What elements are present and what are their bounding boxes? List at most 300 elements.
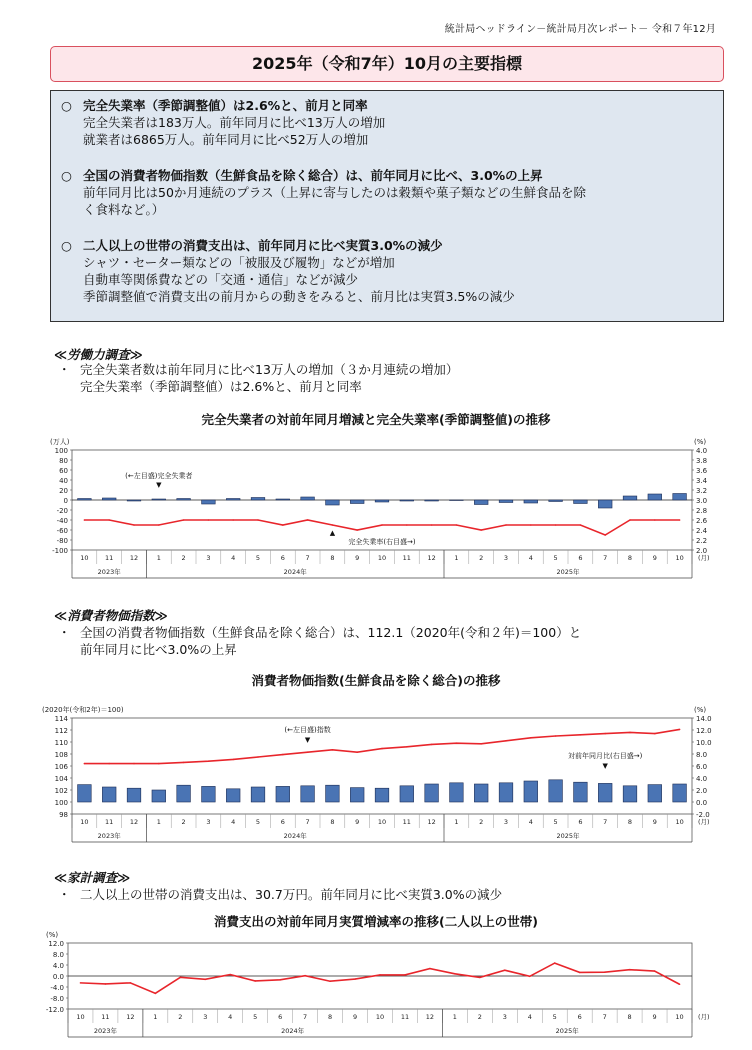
line-point bbox=[183, 519, 185, 521]
line-point bbox=[604, 733, 606, 735]
household-chart-title: 消費支出の対前年同月実質増減率の推移(二人以上の世帯) bbox=[214, 914, 538, 929]
data-bar bbox=[226, 789, 240, 802]
year-label: 2023年 bbox=[97, 568, 121, 576]
arrow-down-icon: ▼ bbox=[156, 481, 162, 489]
data-bar bbox=[251, 787, 265, 802]
data-bar bbox=[673, 494, 687, 501]
bullet-text: 完全失業率（季節調整値）は2.6%と、前月と同率 bbox=[80, 379, 362, 394]
line-point bbox=[232, 519, 234, 521]
line-point bbox=[257, 519, 259, 521]
cpi-section-title: ≪消費者物価指数≫ bbox=[54, 608, 168, 623]
data-bar bbox=[648, 785, 662, 802]
line-point bbox=[679, 729, 681, 731]
labor-chart bbox=[0, 428, 752, 588]
y-left-tick-label: -40 bbox=[56, 517, 68, 525]
y-left-tick-label: 98 bbox=[59, 811, 68, 819]
summary-line: 完全失業者は183万人。前年同月に比べ13万人の増加 bbox=[83, 115, 386, 130]
line-point bbox=[130, 982, 132, 984]
line-point bbox=[580, 524, 582, 526]
x-tick-label: 10 bbox=[675, 818, 684, 826]
year-label: 2023年 bbox=[93, 1027, 117, 1035]
x-tick-label: 8 bbox=[627, 1013, 632, 1021]
line-point bbox=[480, 529, 482, 531]
data-bar bbox=[549, 780, 563, 802]
line-point bbox=[431, 524, 433, 526]
y-left-tick-label: 8.0 bbox=[52, 951, 64, 959]
y-right-tick-label: 10.0 bbox=[696, 739, 712, 747]
line-point bbox=[429, 968, 431, 970]
summary-head: 完全失業率（季節調整値）は2.6%と、前月と同率 bbox=[83, 98, 368, 113]
line-point bbox=[480, 743, 482, 745]
household-section-title: ≪家計調査≫ bbox=[54, 870, 131, 885]
line-point bbox=[279, 979, 281, 981]
x-tick-label: 3 bbox=[203, 1013, 208, 1021]
x-tick-label: 1 bbox=[153, 1013, 158, 1021]
y-left-tick-label: 104 bbox=[54, 775, 68, 783]
data-bar bbox=[127, 500, 141, 501]
y-left-tick-label: 110 bbox=[54, 739, 68, 747]
y-right-tick-label: 3.8 bbox=[696, 457, 708, 465]
line-point bbox=[406, 746, 408, 748]
y-right-tick-label: 8.0 bbox=[696, 751, 708, 759]
line-point bbox=[456, 524, 458, 526]
summary-item-household bbox=[61, 237, 713, 305]
x-tick-label: 2 bbox=[479, 554, 484, 562]
x-tick-label: 7 bbox=[602, 1013, 607, 1021]
data-bar bbox=[598, 500, 612, 508]
y-right-tick-label: 3.6 bbox=[696, 467, 708, 475]
line-point bbox=[379, 974, 381, 976]
y-right-tick-label: 3.4 bbox=[696, 477, 708, 485]
line-point bbox=[554, 962, 556, 964]
year-label: 2025年 bbox=[556, 568, 580, 576]
data-bar bbox=[474, 500, 488, 505]
labor-section-title: ≪労働力調査≫ bbox=[54, 347, 143, 362]
line-point bbox=[158, 763, 160, 765]
series-line bbox=[80, 963, 679, 993]
summary-head: 全国の消費者物価指数（生鮮食品を除く総合）は、前年同月に比べ、3.0%の上昇 bbox=[83, 168, 543, 183]
line-point bbox=[579, 972, 581, 974]
arrow-down-icon: ▼ bbox=[304, 736, 311, 744]
line-point bbox=[654, 733, 656, 735]
summary-line: シャツ・セーター類などの「被服及び履物」などが増加 bbox=[83, 255, 395, 270]
data-bar bbox=[102, 787, 116, 802]
y-right-tick-label: 3.0 bbox=[696, 497, 708, 505]
data-bar bbox=[326, 500, 340, 505]
data-bar bbox=[673, 784, 687, 802]
y-left-tick-label: 60 bbox=[59, 467, 68, 475]
line-point bbox=[84, 519, 86, 521]
x-unit-label: (月) bbox=[698, 1013, 710, 1021]
line-point bbox=[404, 974, 406, 976]
data-bar bbox=[202, 500, 216, 504]
x-tick-label: 11 bbox=[101, 1013, 110, 1021]
data-bar bbox=[78, 785, 92, 802]
line-point bbox=[84, 763, 86, 765]
year-label: 2025年 bbox=[556, 832, 580, 840]
x-tick-label: 7 bbox=[305, 818, 310, 826]
x-tick-label: 10 bbox=[377, 818, 387, 826]
arrow-up-icon: ▲ bbox=[329, 529, 336, 537]
circle-bullet-icon: ○ bbox=[61, 238, 72, 253]
dot-bullet-icon: ・ bbox=[58, 887, 71, 902]
line-point bbox=[479, 977, 481, 979]
x-tick-label: 11 bbox=[402, 818, 411, 826]
x-tick-label: 12 bbox=[129, 554, 139, 562]
summary-item-labor bbox=[61, 97, 713, 148]
x-tick-label: 8 bbox=[330, 554, 335, 562]
series-line bbox=[84, 520, 679, 535]
x-tick-label: 4 bbox=[231, 818, 236, 826]
data-bar bbox=[425, 500, 439, 501]
line-point bbox=[356, 751, 358, 753]
x-tick-label: 10 bbox=[675, 1013, 684, 1021]
line-point bbox=[282, 524, 284, 526]
data-bar bbox=[326, 785, 340, 802]
y-left-tick-label: 80 bbox=[59, 457, 68, 465]
y-right-tick-label: 12.0 bbox=[696, 727, 712, 735]
line-point bbox=[208, 760, 210, 762]
main-title: 2025年（令和7年）10月の主要指標 bbox=[50, 46, 724, 82]
line-point bbox=[381, 748, 383, 750]
summary-item-cpi bbox=[61, 167, 713, 218]
x-tick-label: 8 bbox=[627, 818, 633, 826]
x-tick-label: 6 bbox=[280, 554, 285, 562]
summary-line: 前年同月比は50か月連続のプラス（上昇に寄与したのは穀類や菓子類などの生鮮食品を除 bbox=[83, 185, 587, 200]
data-bar bbox=[251, 498, 265, 501]
line-point bbox=[208, 519, 210, 521]
x-tick-label: 8 bbox=[328, 1013, 333, 1021]
y-right-unit: (%) bbox=[694, 438, 707, 446]
y-left-tick-label: -100 bbox=[52, 547, 68, 555]
line-point bbox=[530, 524, 532, 526]
summary-line: 自動車等関係費などの「交通・通信」などが減少 bbox=[83, 272, 359, 287]
line-point bbox=[108, 519, 110, 521]
summary-line: く食料など。） bbox=[83, 202, 165, 217]
line-point bbox=[108, 763, 110, 765]
y-left-tick-label: 100 bbox=[54, 799, 68, 807]
data-bar bbox=[425, 784, 439, 802]
line-point bbox=[158, 524, 160, 526]
year-label: 2024年 bbox=[283, 832, 307, 840]
data-bar bbox=[623, 786, 637, 802]
circle-bullet-icon: ○ bbox=[61, 98, 72, 113]
x-tick-label: 2 bbox=[181, 554, 186, 562]
y-left-tick-label: 12.0 bbox=[48, 940, 64, 948]
household-bullet bbox=[58, 886, 502, 903]
x-tick-label: 10 bbox=[377, 554, 387, 562]
line-point bbox=[332, 524, 334, 526]
line-point bbox=[80, 982, 82, 984]
data-bar bbox=[152, 499, 166, 500]
y-right-tick-label: 0.0 bbox=[696, 799, 708, 807]
base-note: (2020年(令和2年)＝100) bbox=[42, 706, 124, 714]
data-bar bbox=[400, 500, 414, 501]
x-tick-label: 12 bbox=[425, 1013, 435, 1021]
x-tick-label: 4 bbox=[527, 1013, 532, 1021]
x-tick-label: 5 bbox=[553, 818, 558, 826]
x-tick-label: 9 bbox=[352, 1013, 358, 1021]
line-point bbox=[105, 983, 107, 985]
line-point bbox=[204, 979, 206, 981]
bullet-text: 完全失業者数は前年同月に比べ13万人の増加（３か月連続の増加） bbox=[80, 362, 459, 377]
cpi-bullet bbox=[58, 624, 581, 658]
y-left-tick-label: 40 bbox=[59, 477, 68, 485]
line-point bbox=[307, 519, 309, 521]
y-right-tick-label: 2.0 bbox=[696, 547, 708, 555]
line-series-label: 完全失業率(右目盛→) bbox=[348, 538, 416, 546]
year-label: 2025年 bbox=[555, 1027, 579, 1035]
y-right-tick-label: 2.2 bbox=[696, 537, 708, 545]
year-label: 2024年 bbox=[281, 1027, 305, 1035]
x-tick-label: 6 bbox=[577, 1013, 582, 1021]
dot-bullet-icon: ・ bbox=[58, 625, 71, 640]
x-tick-label: 11 bbox=[402, 554, 411, 562]
line-point bbox=[254, 980, 256, 982]
y-left-tick-label: 0 bbox=[63, 497, 68, 505]
line-point bbox=[679, 519, 681, 521]
labor-chart-title: 完全失業者の対前年同月増減と完全失業率(季節調整値)の推移 bbox=[201, 412, 551, 427]
line-point bbox=[456, 742, 458, 744]
x-tick-label: 12 bbox=[129, 818, 139, 826]
x-tick-label: 11 bbox=[400, 1013, 410, 1021]
line-point bbox=[629, 969, 631, 971]
data-bar bbox=[78, 499, 92, 501]
x-tick-label: 1 bbox=[452, 1013, 457, 1021]
x-tick-label: 5 bbox=[253, 1013, 258, 1021]
y-right-tick-label: 2.4 bbox=[696, 527, 708, 535]
summary-head: 二人以上の世帯の消費支出は、前年同月に比べ実質3.0%の減少 bbox=[83, 238, 443, 253]
dot-bullet-icon: ・ bbox=[58, 362, 71, 377]
data-bar bbox=[450, 783, 464, 802]
summary-box bbox=[50, 90, 724, 322]
arrow-down-icon: ▼ bbox=[602, 762, 608, 770]
line-point bbox=[356, 529, 358, 531]
x-tick-label: 3 bbox=[503, 554, 509, 562]
x-tick-label: 3 bbox=[206, 818, 211, 826]
data-bar bbox=[350, 500, 364, 504]
year-label: 2024年 bbox=[283, 568, 307, 576]
labor-bullet bbox=[58, 361, 458, 395]
data-bar bbox=[474, 784, 488, 802]
line-point bbox=[529, 975, 531, 977]
x-tick-label: 4 bbox=[228, 1013, 233, 1021]
data-bar bbox=[499, 500, 513, 503]
line-point bbox=[257, 756, 259, 758]
x-tick-label: 1 bbox=[454, 818, 459, 826]
x-tick-label: 7 bbox=[603, 554, 608, 562]
y-right-tick-label: 2.6 bbox=[696, 517, 708, 525]
y-left-tick-label: 4.0 bbox=[52, 962, 64, 970]
line-point bbox=[604, 971, 606, 973]
y-left-tick-label: 114 bbox=[54, 715, 68, 723]
line-point bbox=[505, 740, 507, 742]
x-tick-label: 1 bbox=[454, 554, 459, 562]
x-tick-label: 9 bbox=[652, 818, 657, 826]
x-tick-label: 2 bbox=[178, 1013, 183, 1021]
y-right-tick-label: 14.0 bbox=[696, 715, 712, 723]
x-tick-label: 4 bbox=[528, 818, 533, 826]
line-point bbox=[133, 524, 135, 526]
x-tick-label: 5 bbox=[255, 818, 261, 826]
x-tick-label: 11 bbox=[105, 554, 114, 562]
x-tick-label: 8 bbox=[627, 554, 633, 562]
y-left-tick-label: -8.0 bbox=[50, 995, 64, 1003]
line-point bbox=[329, 980, 331, 982]
line-point bbox=[183, 762, 185, 764]
x-tick-label: 8 bbox=[330, 818, 335, 826]
data-bar bbox=[102, 498, 116, 500]
data-bar bbox=[450, 500, 464, 501]
line-point bbox=[354, 978, 356, 980]
x-tick-label: 3 bbox=[206, 554, 211, 562]
report-header: 統計局ヘッドライン－統計局月次レポート－ 令和７年12月 bbox=[444, 24, 716, 35]
line-point bbox=[229, 974, 231, 976]
x-tick-label: 7 bbox=[303, 1013, 308, 1021]
x-unit-label: (月) bbox=[698, 554, 710, 562]
x-tick-label: 5 bbox=[552, 1013, 557, 1021]
bullet-text: 前年同月に比べ3.0%の上昇 bbox=[80, 642, 237, 657]
year-label: 2023年 bbox=[97, 832, 121, 840]
line-point bbox=[629, 519, 631, 521]
x-tick-label: 12 bbox=[427, 554, 436, 562]
y-left-tick-label: 108 bbox=[54, 751, 68, 759]
x-tick-label: 10 bbox=[80, 818, 89, 826]
data-bar bbox=[524, 781, 538, 802]
data-bar bbox=[375, 788, 389, 802]
line-point bbox=[530, 737, 532, 739]
cpi-chart-title: 消費者物価指数(生鮮食品を除く総合)の推移 bbox=[251, 673, 501, 688]
line-point bbox=[629, 732, 631, 734]
x-tick-label: 7 bbox=[603, 818, 608, 826]
data-bar bbox=[226, 499, 240, 501]
x-tick-label: 10 bbox=[80, 554, 89, 562]
x-tick-label: 9 bbox=[652, 554, 657, 562]
y-left-tick-label: -20 bbox=[56, 507, 68, 515]
summary-line: 季節調整値で消費支出の前月からの動きをみると、前月比は実質3.5%の減少 bbox=[83, 289, 515, 304]
data-bar bbox=[276, 499, 290, 500]
line-point bbox=[307, 751, 309, 753]
x-tick-label: 5 bbox=[255, 554, 261, 562]
cpi-chart bbox=[0, 690, 752, 840]
line-point bbox=[654, 519, 656, 521]
x-tick-label: 11 bbox=[105, 818, 114, 826]
line-point bbox=[505, 524, 507, 526]
x-tick-label: 9 bbox=[355, 554, 360, 562]
x-tick-label: 7 bbox=[305, 554, 310, 562]
y-left-tick-label: -12.0 bbox=[45, 1006, 64, 1014]
y-left-tick-label: 20 bbox=[59, 487, 68, 495]
y-left-tick-label: 112 bbox=[54, 727, 68, 735]
line-point bbox=[654, 970, 656, 972]
line-point bbox=[431, 744, 433, 746]
x-tick-label: 2 bbox=[477, 1013, 482, 1021]
data-bar bbox=[127, 788, 141, 802]
y-left-tick-label: -80 bbox=[56, 537, 68, 545]
x-tick-label: 10 bbox=[375, 1013, 385, 1021]
y-left-unit: (万人) bbox=[50, 438, 70, 446]
data-bar bbox=[574, 782, 588, 802]
x-unit-label: (月) bbox=[698, 818, 710, 826]
x-tick-label: 1 bbox=[156, 554, 161, 562]
data-bar bbox=[177, 499, 191, 501]
bullet-text: 二人以上の世帯の消費支出は、30.7万円。前年同月に比べ実質3.0%の減少 bbox=[80, 887, 503, 902]
summary-line: 就業者は6865万人。前年同月に比べ52万人の増加 bbox=[83, 132, 369, 147]
y-left-unit: (%) bbox=[46, 931, 59, 939]
line-point bbox=[679, 983, 681, 985]
x-tick-label: 5 bbox=[553, 554, 558, 562]
x-tick-label: 3 bbox=[502, 1013, 507, 1021]
data-bar bbox=[301, 786, 315, 802]
line-point bbox=[604, 534, 606, 536]
y-left-tick-label: -4.0 bbox=[50, 984, 64, 992]
line-point bbox=[454, 973, 456, 975]
line-point bbox=[504, 969, 506, 971]
x-tick-label: 12 bbox=[126, 1013, 135, 1021]
line-point bbox=[232, 759, 234, 761]
y-right-tick-label: 6.0 bbox=[696, 763, 708, 771]
line-point bbox=[133, 763, 135, 765]
line-point bbox=[580, 734, 582, 736]
data-bar bbox=[524, 500, 538, 503]
data-bar bbox=[152, 790, 166, 802]
x-tick-label: 6 bbox=[578, 818, 583, 826]
x-tick-label: 10 bbox=[675, 554, 684, 562]
x-tick-label: 9 bbox=[355, 818, 360, 826]
circle-bullet-icon: ○ bbox=[61, 168, 72, 183]
y-right-tick-label: 4.0 bbox=[696, 775, 708, 783]
x-tick-label: 6 bbox=[578, 554, 583, 562]
x-tick-label: 9 bbox=[652, 1013, 657, 1021]
y-left-tick-label: 106 bbox=[54, 763, 68, 771]
y-left-tick-label: 0.0 bbox=[52, 973, 64, 981]
line-point bbox=[180, 977, 182, 979]
y-left-tick-label: 102 bbox=[54, 787, 68, 795]
x-tick-label: 4 bbox=[231, 554, 236, 562]
line-point bbox=[304, 975, 306, 977]
x-tick-label: 2 bbox=[479, 818, 484, 826]
line-point bbox=[555, 735, 557, 737]
line-point bbox=[555, 524, 557, 526]
y-right-tick-label: 2.8 bbox=[696, 507, 708, 515]
bar-series-label: (←左目盛)完全失業者 bbox=[125, 472, 193, 480]
x-tick-label: 2 bbox=[181, 818, 186, 826]
data-bar bbox=[375, 500, 389, 502]
data-bar bbox=[648, 494, 662, 500]
x-tick-label: 1 bbox=[156, 818, 161, 826]
y-right-tick-label: 4.0 bbox=[696, 447, 708, 455]
data-bar bbox=[301, 497, 315, 500]
data-bar bbox=[276, 786, 290, 802]
line-point bbox=[282, 754, 284, 756]
data-bar bbox=[177, 785, 191, 802]
x-tick-label: 6 bbox=[278, 1013, 283, 1021]
line-point bbox=[332, 749, 334, 751]
data-bar bbox=[623, 496, 637, 500]
line-series-label: (←左目盛)指数 bbox=[284, 726, 331, 734]
x-tick-label: 10 bbox=[76, 1013, 85, 1021]
data-bar bbox=[202, 786, 216, 802]
data-bar bbox=[549, 500, 563, 502]
y-left-tick-label: 100 bbox=[54, 447, 68, 455]
data-bar bbox=[499, 783, 513, 802]
data-bar bbox=[400, 786, 414, 802]
data-bar bbox=[598, 783, 612, 802]
y-right-tick-label: 2.0 bbox=[696, 787, 708, 795]
bar-series-label: 対前年同月比(右目盛→) bbox=[568, 752, 643, 760]
data-bar bbox=[350, 788, 364, 802]
x-tick-label: 3 bbox=[503, 818, 509, 826]
